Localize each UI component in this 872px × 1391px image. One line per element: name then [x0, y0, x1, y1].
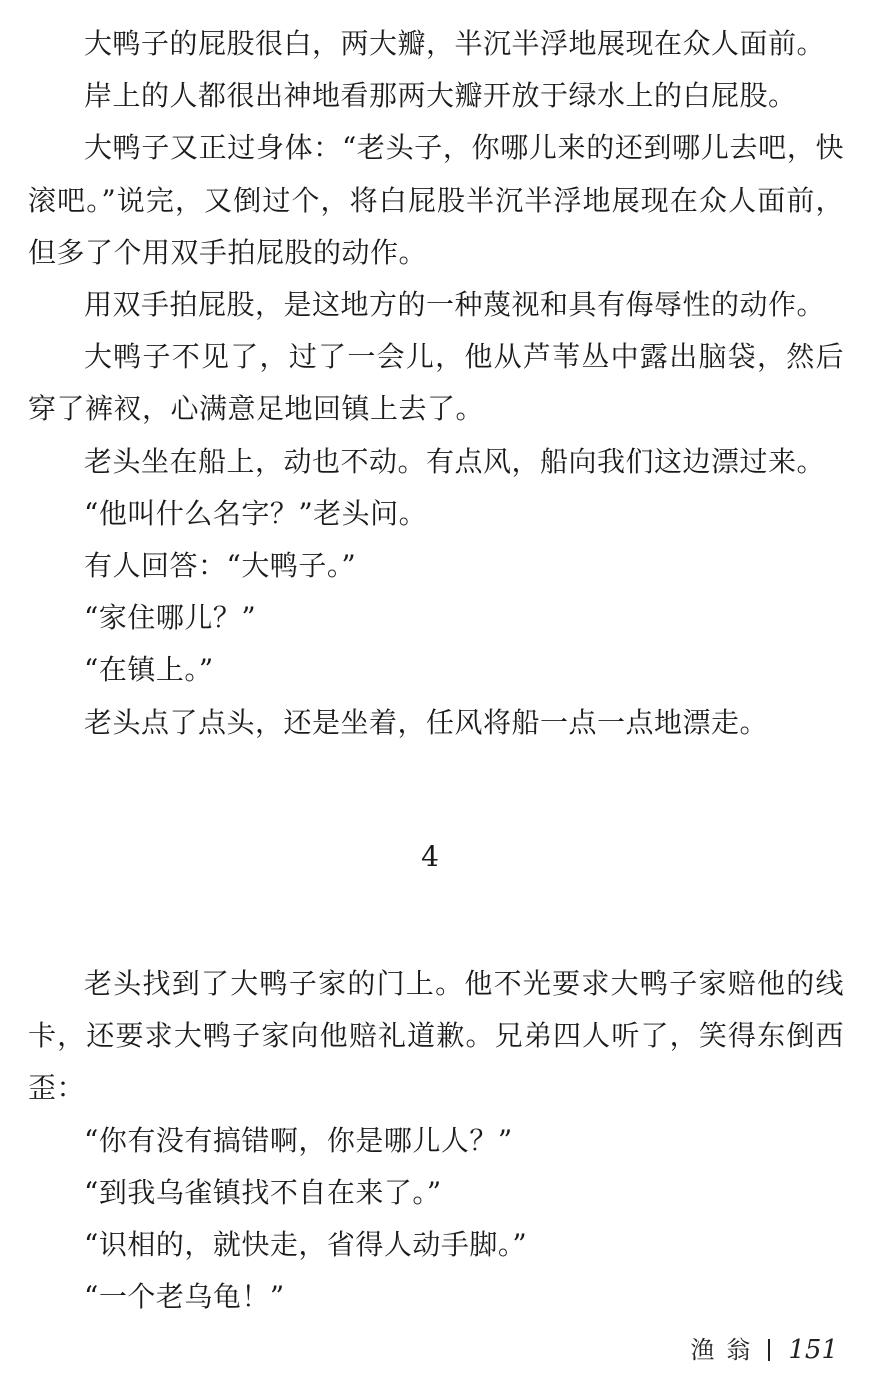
paragraph: “一个老乌龟！” — [84, 1280, 285, 1314]
paragraph: 老头坐在船上，动也不动。有点风，船向我们这边漂过来。 — [84, 444, 826, 478]
paragraph: 大鸭子的屁股很白，两大瓣，半沉半浮地展现在众人面前。 — [84, 27, 826, 60]
footer-separator — [768, 1339, 770, 1361]
page-number: 151 — [788, 1335, 838, 1365]
section-number: 4 — [421, 840, 439, 873]
paragraph: 有人回答：“大鸭子。” — [84, 549, 357, 583]
paragraph: 用双手拍屁股，是这地方的一种蔑视和具有侮辱性的动作。 — [84, 288, 826, 322]
paragraph: 大鸭子不见了，过了一会儿，他从芦苇丛中露出脑袋，然后穿了裤衩，心满意足地回镇上去了。 — [28, 340, 844, 426]
page-footer — [690, 1330, 838, 1370]
text-block-before-section — [28, 18, 844, 749]
paragraph: “在镇上。” — [84, 653, 214, 687]
paragraph: 老头点了点头，还是坐着，任风将船一点一点地漂走。 — [84, 705, 769, 739]
running-title: 渔翁 — [690, 1336, 763, 1364]
paragraph: “家住哪儿？” — [84, 601, 257, 635]
paragraph: “到我乌雀镇找不自在来了。” — [84, 1175, 442, 1209]
paragraph: 岸上的人都很出神地看那两大瓣开放于绿水上的白屁股。 — [84, 79, 797, 113]
paragraph: “你有没有搞错啊，你是哪儿人？” — [84, 1123, 513, 1157]
paragraph: “识相的，就快走，省得人动手脚。” — [84, 1228, 528, 1262]
paragraph: 老头找到了大鸭子家的门上。他不光要求大鸭子家赔他的线卡，还要求大鸭子家向他赔礼道歉。兄弟四人听了，笑得东倒西歪： — [28, 967, 844, 1105]
paragraph: “他叫什么名字？”老头问。 — [84, 496, 428, 530]
text-block-after-section — [28, 958, 844, 1323]
paragraph: 大鸭子又正过身体：“老头子，你哪儿来的还到哪儿去吧，快滚吧。”说完，又倒过个，将白屁股半沉半浮地展现在众人面前，但多了个用双手拍屁股的动作。 — [28, 131, 844, 269]
